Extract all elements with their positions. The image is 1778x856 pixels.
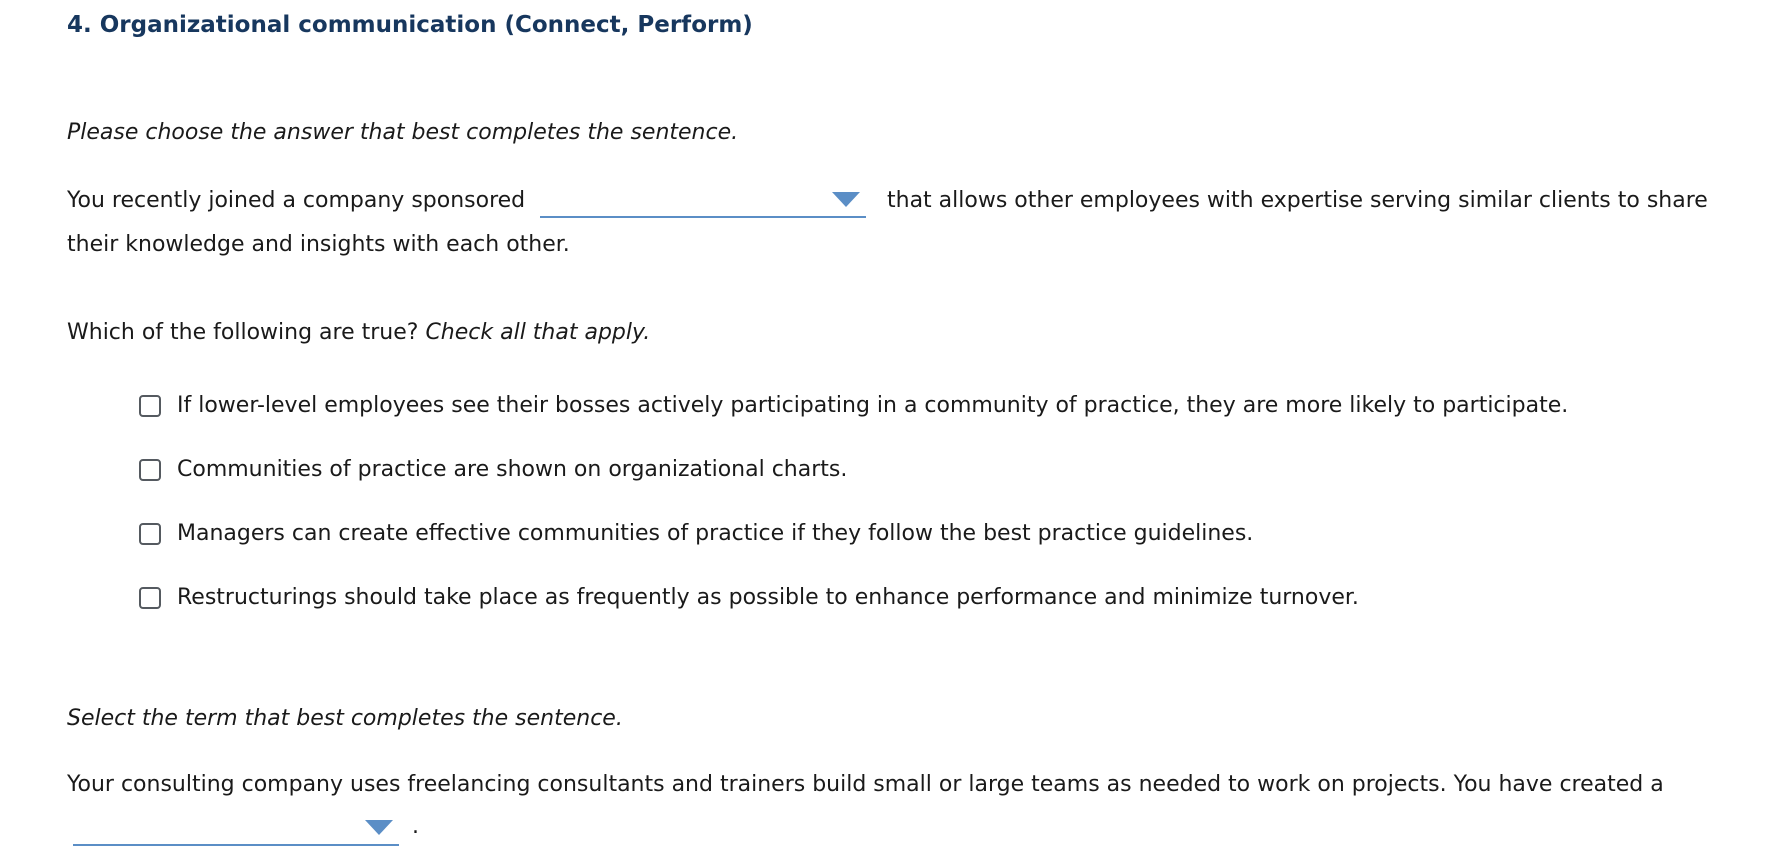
chevron-down-icon	[832, 192, 860, 207]
prompt-italic: Check all that apply.	[425, 320, 651, 345]
answer-dropdown-1[interactable]	[540, 178, 866, 218]
chevron-down-icon	[365, 820, 393, 835]
checkbox-icon[interactable]	[139, 459, 161, 481]
option-label: If lower-level employees see their bosses actively participating in a community of practice, they are more likely to participate.	[177, 393, 1569, 418]
instruction-part3: Select the term that best completes the sentence.	[67, 706, 623, 731]
prompt-text: Which of the following are true?	[67, 320, 419, 345]
option-label: Communities of practice are shown on organizational charts.	[177, 457, 848, 482]
sentence-period: .	[412, 814, 419, 839]
instruction-part1: Please choose the answer that best completes the sentence.	[67, 120, 739, 145]
checkbox-icon[interactable]	[139, 395, 161, 417]
question-prompt-part2	[67, 320, 650, 345]
option-label: Managers can create effective communities of practice if they follow the best practice guidelines.	[177, 521, 1254, 546]
checkbox-icon[interactable]	[139, 587, 161, 609]
sentence-part1-after: that allows other employees with expertise serving similar clients to share	[887, 188, 1708, 213]
checkbox-icon[interactable]	[139, 523, 161, 545]
question-title: 4. Organizational communication (Connect, Perform)	[67, 12, 753, 38]
answer-dropdown-2[interactable]	[73, 806, 399, 846]
sentence-part1-line2: their knowledge and insights with each other.	[67, 232, 570, 257]
option-label: Restructurings should take place as frequently as possible to enhance performance and minimize turnover.	[177, 585, 1359, 610]
sentence-part1-before: You recently joined a company sponsored	[67, 188, 526, 213]
sentence-part3: Your consulting company uses freelancing consultants and trainers build small or large teams as needed to work on projects. You have created a	[67, 772, 1664, 797]
